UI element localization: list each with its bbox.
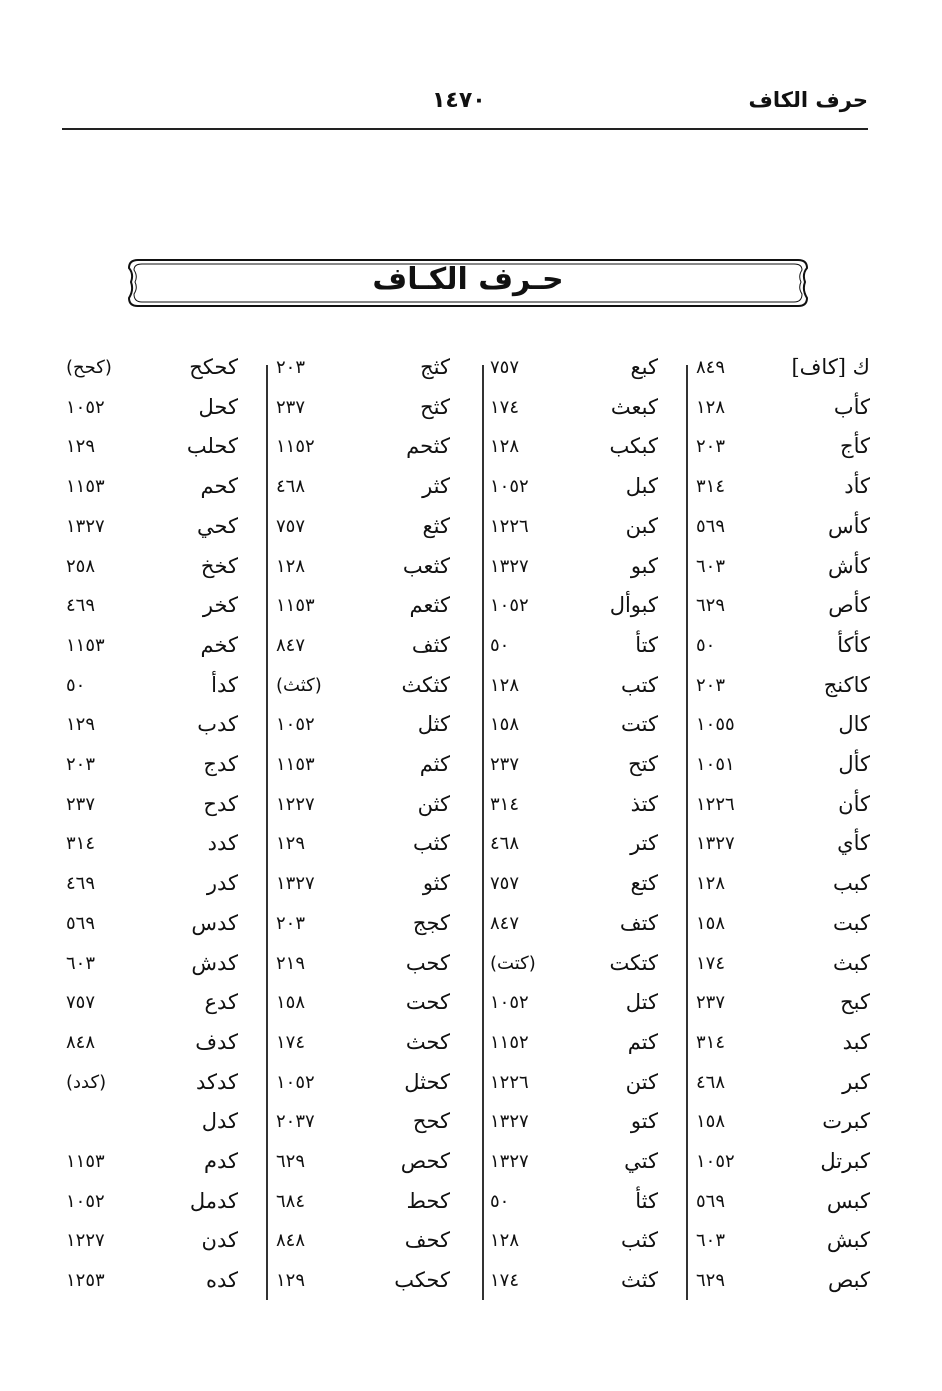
page-number: ١٤٧٠: [432, 88, 486, 113]
entry-root-word: كحف: [404, 1228, 450, 1253]
root-index: [56, 355, 884, 1305]
entry-page-ref: ٦٠٣: [66, 952, 96, 974]
index-entry: [56, 990, 884, 1030]
entry-page-ref: ١٣٢٧: [490, 555, 529, 577]
entry-root-word: كتب: [621, 672, 658, 697]
entry-page-ref: ١٥٨: [696, 912, 726, 934]
entry-root-word: كدل: [201, 1109, 238, 1134]
entry-root-word: كثو: [422, 871, 450, 896]
entry-page-ref: ١٣٢٧: [490, 1151, 529, 1172]
entry-page-ref: ١١٥٣: [66, 1151, 105, 1172]
entry-page-ref: ١٥٨: [490, 714, 520, 736]
entry-page-ref: ١١٥٣: [66, 634, 105, 656]
entry-root-word: كبع: [630, 355, 658, 379]
entry-page-ref: ٧٥٧: [490, 357, 520, 378]
entry-root-word: كبت: [833, 910, 870, 935]
entry-root-word: كتم: [627, 1029, 658, 1054]
entry-root-word: كده: [205, 1268, 238, 1293]
entry-page-ref: ١٧٤: [696, 952, 726, 974]
index-entry: [56, 355, 884, 395]
entry-page-ref: ٤٦٨: [490, 833, 520, 855]
entry-root-word: كبث: [833, 950, 870, 975]
entry-page-ref: ١٢٨: [490, 674, 520, 696]
entry-page-ref: ٢٠٣٧: [276, 1111, 315, 1133]
entry-root-word: كأب: [833, 394, 870, 419]
entry-page-ref: ١٣٢٧: [696, 833, 735, 855]
entry-root-word: كأش: [827, 553, 870, 578]
entry-root-word: كحكب: [394, 1268, 450, 1293]
entry-page-ref: ١٧٤: [276, 1031, 306, 1053]
entry-root-word: كدن: [201, 1228, 238, 1253]
entry-page-ref: (كحح): [66, 357, 112, 378]
entry-page-ref: ٢٣٧: [276, 396, 306, 418]
entry-page-ref: ١٠٥٢: [490, 992, 529, 1014]
entry-root-word: كبش: [826, 1228, 870, 1253]
index-entry: [56, 395, 884, 435]
entry-root-word: كدب: [197, 712, 238, 737]
entry-root-word: كتن: [625, 1069, 658, 1094]
entry-page-ref: ٦٢٩: [276, 1151, 306, 1172]
index-entry: [56, 1070, 884, 1110]
entry-root-word: كبس: [826, 1188, 870, 1213]
entry-root-word: كثم: [419, 752, 450, 776]
entry-page-ref: ١١٥٣: [276, 754, 315, 775]
index-entry: [56, 633, 884, 673]
entry-root-word: كبص: [827, 1268, 870, 1293]
running-header: [62, 84, 868, 124]
entry-page-ref: ٣١٤: [696, 476, 726, 498]
entry-page-ref: ٥٠: [66, 674, 86, 696]
entry-page-ref: ٥٦٩: [696, 1190, 726, 1212]
entry-page-ref: ٥٦٩: [66, 912, 96, 934]
entry-page-ref: ٦٠٣: [696, 1230, 726, 1252]
index-entry: [56, 673, 884, 713]
index-entry: [56, 831, 884, 871]
entry-root-word: كثث: [621, 1268, 658, 1293]
entry-page-ref: ٥٠: [696, 634, 716, 656]
entry-root-word: كبح: [840, 990, 870, 1015]
entry-root-word: كأج: [840, 434, 870, 459]
entry-page-ref: ١٢٨: [696, 396, 726, 418]
entry-page-ref: ١٢٨: [696, 873, 726, 895]
index-entry: [56, 752, 884, 792]
entry-page-ref: ١٠٥٢: [66, 396, 105, 418]
entry-root-word: كتي: [624, 1149, 658, 1173]
entry-root-word: كتف: [619, 910, 658, 935]
entry-page-ref: ٦٨٤: [276, 1190, 306, 1212]
index-entry: [56, 434, 884, 474]
index-entry: [56, 712, 884, 752]
entry-root-word: كثعم: [409, 593, 450, 618]
entry-root-word: كثعب: [402, 553, 450, 578]
entry-root-word: كدع: [204, 990, 238, 1015]
entry-root-word: كدس: [191, 910, 238, 935]
entry-page-ref: ١١٥٣: [276, 595, 315, 617]
entry-page-ref: ٨٤٧: [490, 912, 520, 934]
entry-page-ref: ٢٣٧: [696, 992, 726, 1014]
entry-page-ref: ١٠٥٢: [490, 595, 529, 617]
entry-page-ref: ١٣٢٧: [276, 873, 315, 895]
entry-page-ref: ٨٤٨: [66, 1031, 96, 1053]
index-entry: [56, 1030, 884, 1070]
entry-page-ref: ٤٦٨: [276, 476, 306, 498]
entry-root-word: كدش: [191, 950, 238, 975]
entry-root-word: كبن: [625, 513, 658, 538]
index-entry: [56, 474, 884, 514]
entry-page-ref: ٨٤٧: [276, 634, 306, 656]
entry-page-ref: ٢٠٣: [276, 912, 306, 934]
entry-root-word: كثأ: [635, 1188, 658, 1213]
entry-page-ref: ٢٠٣: [696, 674, 726, 696]
header-rule: [62, 128, 868, 130]
entry-root-word: كاكنج: [823, 672, 870, 697]
index-entry: [56, 514, 884, 554]
entry-page-ref: ١٧٤: [490, 1270, 520, 1292]
entry-root-word: كتكت: [609, 950, 658, 975]
entry-root-word: كبو: [630, 553, 658, 578]
entry-root-word: كثحم: [406, 434, 450, 459]
entry-page-ref: ١٢٨: [276, 555, 306, 577]
entry-root-word: كدكد: [195, 1069, 238, 1094]
entry-root-word: كأس: [827, 513, 870, 538]
entry-root-word: كبوأل: [609, 593, 658, 618]
entry-page-ref: (كتت): [490, 952, 536, 974]
entry-page-ref: ٨٤٩: [696, 357, 726, 378]
entry-page-ref: ٢٣٧: [490, 754, 520, 775]
entry-root-word: كبعث: [610, 394, 658, 419]
entry-page-ref: ٦٢٩: [696, 595, 726, 617]
entry-page-ref: ١٢٩: [66, 714, 96, 736]
entry-root-word: كحص: [400, 1149, 450, 1173]
entry-page-ref: ٢٠٣: [696, 436, 726, 458]
index-entry: [56, 1189, 884, 1229]
entry-root-word: كأل: [838, 752, 870, 776]
entry-page-ref: ٧٥٧: [490, 873, 520, 895]
entry-root-word: كحكح: [189, 355, 238, 379]
entry-root-word: كحط: [406, 1188, 450, 1213]
index-entry: [56, 911, 884, 951]
entry-page-ref: ١١٥٢: [490, 1031, 529, 1053]
entry-root-word: كدف: [195, 1029, 238, 1054]
entry-page-ref: (كثث): [276, 674, 322, 696]
entry-page-ref: ٧٥٧: [276, 515, 306, 537]
entry-root-word: كبد: [842, 1029, 870, 1054]
entry-root-word: كبب: [833, 871, 870, 896]
entry-root-word: كتو: [630, 1109, 658, 1134]
entry-page-ref: ٢٣٧: [66, 793, 96, 815]
entry-root-word: كثب: [413, 831, 450, 856]
entry-root-word: كثل: [417, 712, 450, 737]
entry-page-ref: ٥٠: [490, 634, 510, 656]
entry-root-word: كأد: [844, 474, 870, 499]
entry-root-word: كتع: [630, 871, 658, 896]
entry-root-word: كدج: [203, 752, 238, 776]
entry-page-ref: ٤٦٩: [66, 873, 96, 895]
entry-page-ref: ١٠٥٢: [276, 1071, 315, 1093]
entry-root-word: كال: [838, 712, 870, 737]
entry-page-ref: ٥٠: [490, 1190, 510, 1212]
entry-root-word: كحلب: [186, 434, 238, 459]
entry-root-word: ك [كاف]: [791, 355, 870, 379]
index-entry: [56, 1109, 884, 1149]
entry-root-word: كحي: [196, 513, 238, 538]
entry-root-word: كتر: [630, 831, 658, 856]
entry-page-ref: ١٢٢٧: [66, 1230, 105, 1252]
entry-root-word: كحل: [198, 394, 238, 419]
entry-page-ref: ٦٢٩: [696, 1270, 726, 1292]
entry-page-ref: ١٢٨: [490, 1230, 520, 1252]
entry-root-word: كدمل: [189, 1188, 238, 1213]
entry-page-ref: ٥٦٩: [696, 515, 726, 537]
entry-root-word: كثن: [417, 791, 450, 816]
entry-root-word: كثع: [422, 513, 450, 538]
entry-root-word: كأي: [837, 831, 870, 856]
entry-root-word: كحب: [405, 950, 450, 975]
entry-root-word: كتت: [621, 712, 658, 737]
entry-page-ref: ١٢٢٧: [276, 793, 315, 815]
entry-page-ref: ١٢٩: [66, 436, 96, 458]
entry-root-word: كخم: [200, 632, 238, 657]
entry-page-ref: ١٢٢٦: [490, 515, 529, 537]
entry-root-word: كبل: [625, 474, 658, 499]
entry-root-word: كبكب: [609, 434, 658, 459]
section-banner: [126, 258, 810, 308]
entry-page-ref: ٤٦٩: [66, 595, 96, 617]
entry-root-word: كثكث: [401, 672, 450, 697]
entry-page-ref: ١٠٥٢: [696, 1151, 735, 1172]
entry-root-word: كجج: [412, 910, 450, 935]
entry-page-ref: ١٠٥٥: [696, 714, 735, 736]
entry-page-ref: ٨٤٨: [276, 1230, 306, 1252]
running-title: حرف الكاف: [748, 88, 868, 112]
index-entry: [56, 792, 884, 832]
entry-page-ref: ١٥٨: [276, 992, 306, 1014]
index-entry: [56, 951, 884, 991]
entry-page-ref: ٢٠٣: [66, 754, 96, 775]
entry-page-ref: ١٠٥٢: [66, 1190, 105, 1212]
entry-page-ref: ١٢٩: [276, 1270, 306, 1292]
entry-page-ref: ٧٥٧: [66, 992, 96, 1014]
entry-root-word: كثج: [420, 355, 450, 379]
entry-root-word: كأكأ: [837, 632, 870, 657]
entry-page-ref: ٣١٤: [490, 793, 520, 815]
entry-page-ref: ٣١٤: [696, 1031, 726, 1053]
index-entry: [56, 871, 884, 911]
entry-root-word: كتذ: [630, 791, 658, 816]
entry-root-word: كتأ: [635, 632, 658, 657]
entry-root-word: كحثل: [404, 1069, 450, 1094]
entry-page-ref: ١١٥٣: [66, 476, 105, 498]
banner-title: حـرف الكـاف: [372, 262, 564, 297]
entry-page-ref: ١٠٥٢: [490, 476, 529, 498]
entry-root-word: كحح: [412, 1109, 450, 1134]
entry-page-ref: ١٣٢٧: [490, 1111, 529, 1133]
entry-page-ref: ٤٦٨: [696, 1071, 726, 1093]
index-entry: [56, 593, 884, 633]
entry-page-ref: (كدد): [66, 1071, 107, 1093]
entry-page-ref: ٦٠٣: [696, 555, 726, 577]
entry-page-ref: ١٢٩: [276, 833, 306, 855]
index-entry: [56, 1149, 884, 1189]
entry-root-word: كحت: [405, 990, 450, 1015]
entry-root-word: كدأ: [211, 672, 238, 697]
entry-root-word: كثح: [420, 394, 450, 419]
entry-root-word: كخخ: [200, 553, 238, 578]
entry-root-word: كثر: [422, 474, 450, 499]
entry-root-word: كبرتل: [820, 1149, 870, 1173]
index-entry: [56, 1268, 884, 1308]
entry-root-word: كدد: [207, 831, 238, 856]
index-entry: [56, 1228, 884, 1268]
entry-page-ref: ١٠٥١: [696, 754, 735, 775]
entry-page-ref: ٣١٤: [66, 833, 96, 855]
entry-root-word: كخر: [202, 593, 238, 618]
entry-page-ref: ١١٥٢: [276, 436, 315, 458]
entry-root-word: كحث: [405, 1029, 450, 1054]
entry-root-word: كأص: [828, 593, 870, 618]
entry-page-ref: ١٢٢٦: [490, 1071, 529, 1093]
entry-root-word: كتح: [628, 752, 658, 776]
entry-root-word: كبر: [842, 1069, 870, 1094]
entry-page-ref: ٢١٩: [276, 952, 306, 974]
entry-page-ref: ٢٠٣: [276, 357, 306, 378]
entry-root-word: كحم: [200, 474, 238, 499]
index-entry: [56, 554, 884, 594]
entry-root-word: كثف: [411, 632, 450, 657]
entry-root-word: كبرت: [822, 1109, 870, 1134]
entry-page-ref: ١٥٨: [696, 1111, 726, 1133]
entry-page-ref: ١٢٨: [490, 436, 520, 458]
entry-root-word: كدر: [206, 871, 238, 896]
entry-root-word: كأن: [838, 791, 870, 816]
entry-page-ref: ١٧٤: [490, 396, 520, 418]
entry-root-word: كتل: [625, 990, 658, 1015]
entry-page-ref: ١٠٥٢: [276, 714, 315, 736]
entry-root-word: كدح: [203, 791, 238, 816]
entry-page-ref: ١٢٥٣: [66, 1270, 105, 1292]
entry-page-ref: ٢٥٨: [66, 555, 96, 577]
entry-page-ref: ١٢٢٦: [696, 793, 735, 815]
entry-page-ref: ١٣٢٧: [66, 515, 105, 537]
entry-root-word: كثب: [621, 1228, 658, 1253]
entry-root-word: كدم: [203, 1149, 238, 1173]
